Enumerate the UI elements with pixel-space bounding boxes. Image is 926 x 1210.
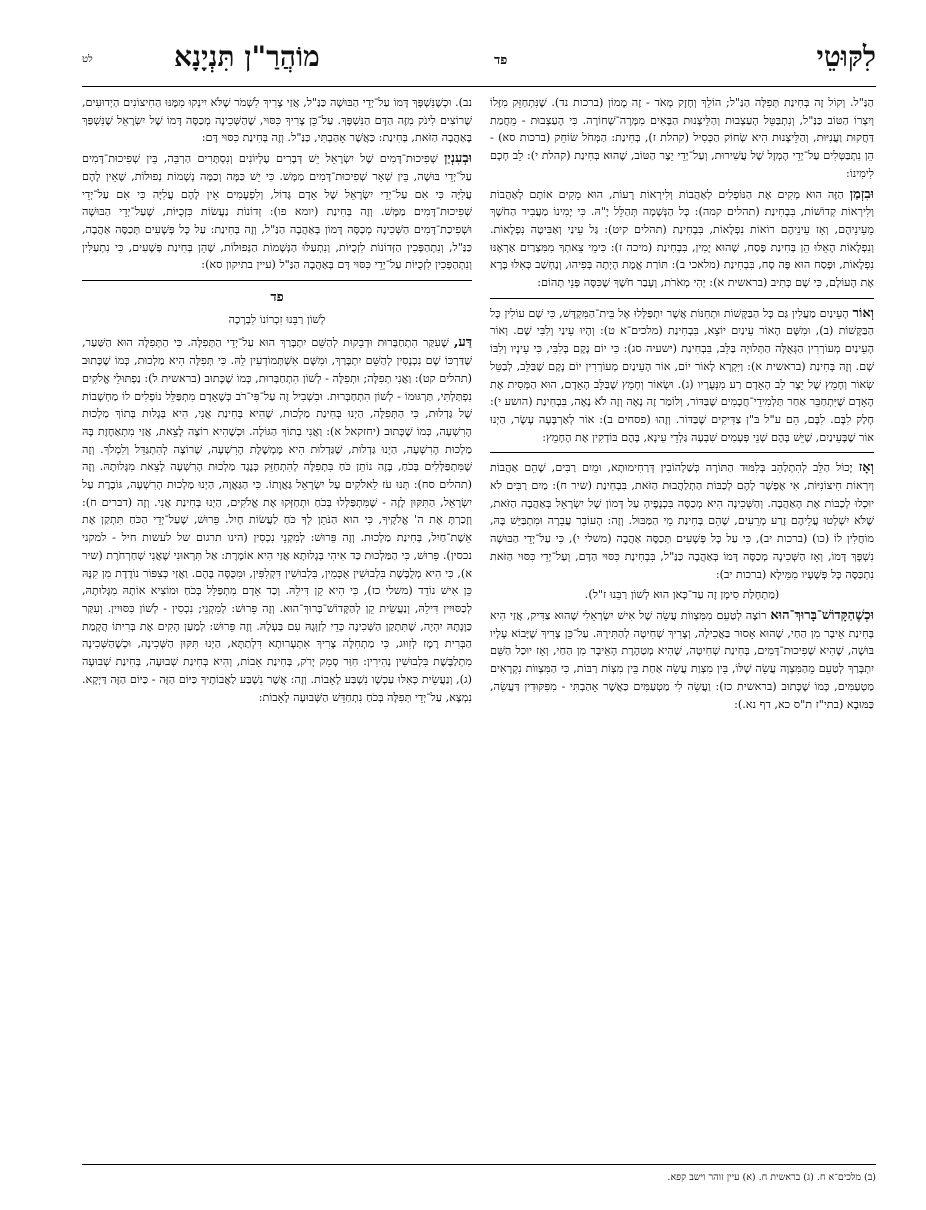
- section-subtitle: לְשׁוֹן רַבֵּנוּ זִכְרוֹנוֹ לִבְרָכָה: [228, 312, 326, 326]
- header-rule: [82, 86, 876, 87]
- paragraph: [490, 305, 874, 447]
- paragraph-lead-word: וּבִזְמַן: [849, 186, 874, 202]
- paragraph: [82, 150, 472, 274]
- page-number: פד: [494, 53, 508, 68]
- divider: [490, 298, 874, 299]
- paragraph-lead-word: וּכְשֶׁהַקָּדוֹשׁ־בָּרוּךְ־הוּא: [770, 607, 874, 623]
- paragraph-text: שְׁפִיכוּת־דָּמִים שֶׁל יִשְׂרָאֵל יֵשׁ דְּבָרִים עֶלְיוֹנִים וְנִסְתָּרִים הַרְבֵּה, בֵּין שְׁפִיכוּת־דָּמִים עַל־יְדֵי בּוּשָׁה, בֵּין שְׁאָר שְׁפִיכוּת־דָּמִים מַמָּשׁ. כִּי יֵשׁ כַּמָּה וְכַמָּה נְשָׁמוֹת נְפוּלוֹת, שֶׁאֵין לָהֶם עֲלִיָּה כִּי אִם עַל־יְדֵי יִשְׂרָאֵל שֶׁל אָדָם גָּדוֹל, וְלִפְעָמִים אֵין לָהֶם עֲלִיָּה כִּי אִם עַל־יְדֵי שְׁפִיכוּת־דָּמִים מַמָּשׁ. וְזֶה בְּחִינַת (יומא פו): זְדוֹנוֹת נַעֲשׂוֹת כִּזְכֻיּוֹת, שֶׁעַל־יְדֵי הַבּוּשָׁה וּשְׁפִיכַת־דָּמִים הַשְּׁכִינָה מְכַסָּה דָּמוֹן בְּאַהֲבָה הַנַּ"ל, וְזֶה בְּחִינַת: עַל כָּל פְּשָׁעִים תְּכַסֶּה אַהֲבָה, כַּנַּ"ל, וְנִתְהַפְּכִין הַזְּדוֹנוֹת לִזְכֻיּוֹת, וְנִתְעַלּוּ הַנְּשָׁמוֹת הַנְּפוּלוֹת, שֶׁהֵן בְּחִינַת פְּשָׁעִים, כִּי נִתְעַלִּין וְנִתְהַפְּכִין לִזְכֻיּוֹת עַל־יְדֵי כִּסּוּי דָּם בְּאַהֲבָה הַנַּ"ל (עיין בתיקון סא):: [82, 152, 472, 272]
- editorial-note: (מַתְחָלַת סִימָן זֶה עַד־כָּאן הוּא לְשׁוֹן רַבֵּנוּ ז"ל).: [584, 588, 780, 602]
- paragraph-text: הָעֵינַיִם מַעֲלִין גַּם כָּל הַבַּקָּשׁוֹת וּתְחִנּוֹת אֲשֶׁר יִתְפַּלְּלוּ אֶל בֵּית־הַמִּקְדָּשׁ, כִּי שָׁם עוֹלִין כָּל הַבַּקָּשׁוֹת (ב), וּמִשָּׁם הָאוֹר עֵינַיִם יוֹצֵא, בִּבְחִינַת (מלכים־א ט): וְהָיוּ עֵינַי וְלִבִּי שָׁם. וְאוֹר הָעֵינַיִם מְעוֹרְרִין הַגְּאֻלָּה הַתְּלוּיָה בַּלֵּב, בִּבְחִינַת (ישעיה סג): כִּי יוֹם נָקָם בְּלִבִּי, כִּי עֵינָיו וְלִבּוֹ שָׁם. וְזֶה בְּחִינַת (בראשית א): וַיִּקְרָא לָאוֹר יוֹם, אוֹר הָעֵינַיִם מְעוֹרְרִין יוֹם נָקָם שֶׁבַּלֵּב, לְבַטֵּל שְׂאוֹר וְחָמֵץ שֶׁל יֵצֶר לֵב הָאָדָם רַע מִנְּעֻרָיו (ג). וּשְׂאוֹר וְחָמֵץ שֶׁבַּלֵּב הָאָדָם, הוּא הַמְּסִית אֶת הָאָדָם שֶׁיִּתְחַבֵּר אַחַר תַּלְמִידֵי־חֲכָמִים שֶׁבַּדּוֹר, וְלוֹמַר זֶה נָאֶה וְזֶה לֹא נָאֶה, בִּבְחִינַת (הושע י): חָלַק לִבָּם. לִבָּם, הֵם ע"ל בּ"ן צַדִּיקִים שֶׁבַּדּוֹר. וְזֶהוּ (פסחים ב): אוֹר לְאַרְבָּעָה עָשָׂר, הַיְנוּ אוֹר שֶׁבָּעֵינַיִם, שֶׁיֵּשׁ בָּהֶם שְׁנֵי פְּעָמִים שִׁבְעָה גַּלְדֵי עֵינָא, בָּהֶם בּוֹדְקִין אֶת הֶחָמֵץ:: [490, 306, 874, 444]
- footnotes: (ב) מלכים־א ח. (ג) בראשית ח. (א) עיין זוהר וישב קפא.: [667, 1172, 876, 1183]
- paragraph: [490, 186, 874, 292]
- paragraph-text: שֶׁעִקַּר הִתְחַבְּרוּת וּדְבֵקוּת לְהַשֵּׁם יִתְבָּרַךְ הוּא עַל־יְדֵי הַתְּפִלָּה. כִּי הַתְּפִלָּה הוּא הַשַּׁעַר, שֶׁדַּרְכּוֹ שָׁם נִכְנָסִין לְהַשֵּׁם יִתְבָּרַךְ, וּמִשָּׁם אִשְׁתְּמוֹדְעִין לֵהּ. כִּי תְּפִלָּה הִיא מַלְכוּת, כְּמוֹ שֶׁכָּתוּב (תהלים קט): וַאֲנִי תְפִלָּה; וּתְפִלָּה - לְשׁוֹן הִתְחַבְּרוּת, כְּמוֹ שֶׁכָּתוּב (בראשית ל): נַפְתּוּלֵי אֱלֹקִים נִפְתַּלְתִּי, תַּרְגּוּמוֹ - לְשׁוֹן הִתְחַבְּרוּת. וּבִשְׁבִיל זֶה עַל־פִּי־רֹב כְּשֶׁאָדָם מִתְפַּלֵּל נוֹפְלִים לוֹ מַחְשָׁבוֹת שֶׁל גַּדְלוּת, כִּי הַתְּפִלָּה, הַיְנוּ בְּחִינַת מַלְכוּת, שֶׁהִיא בְּחִינַת אֲנִי, הִיא בְּגָלוּת בְּתוֹךְ מַלְכוּת הָרִשְׁעָה, כְּמוֹ שֶׁכָּתוּב (יחזקאל א): וַאֲנִי בְתוֹךְ הַגּוֹלָה. וּכְשֶׁהִיא רוֹצָה לָצֵאת, אֲזַי מִתְאַחֶזֶת בָּהּ מַלְכוּת הָרִשְׁעָה, הַיְנוּ גַּדְלוּת, שֶׁגַּדְלוּת הִיא מֶמְשֶׁלֶת הָרִשְׁעָה, שֶׁרוֹצָה לְהִתְגַּדֵּל וְלִמְלֹךְ. וְזֶה שֶׁמִּתְפַּלְּלִים בְּכֹחַ, בָּזֶה נוֹתֵן כֹּחַ בִּתְפִלָּה לְהִתְחַזֵּק כְּנֶגֶד מַלְכוּת הָרִשְׁעָה לָצֵאת מִגָּלוּתָהּ. וְזֶה (תהלים סח): תְּנוּ עֹז לֵאלֹקִים עַל יִשְׂרָאֵל גַּאֲוָתוֹ. כִּי הַגַּאֲוָה, הַיְנוּ מַלְכוּת הָרִשְׁעָה, גּוֹבֶרֶת עַל יִשְׂרָאֵל, הַתִּקּוּן לָזֶה - שֶׁמִּתְפַּלְּלוּ בְּכֹחַ וּתְחַזְּקוּ אֶת אֱלֹקִים, הַיְנוּ בְּחִינַת אֲנִי. וְזֶה (דברים ח): וְזָכַרְתָּ אֶת ה' אֱלֹקֶיךָ, כִּי הוּא הַנֹּתֵן לְךָ כֹּחַ לַעֲשׂוֹת חָיִל. פֵּרוּשׁ, שֶׁעַל־יְדֵי הַכֹּחַ תִּתְקַן אֶת אֵשֶׁת־חַיִל, בְּחִינַת מַלְכוּת. וְזֶה פֵּרוּשׁ: לְמִקְנֵי נִכְסִין (הינו תרגום של לעשות חיל - למקני נכסין). פֵּרוּשׁ, כִּי הַמַּלְכוּת כַּד אִיהִי בְּגָלוּתָא אֲזַי הִיא אוֹמֶרֶת: אַל תִּרְאוּנִי שֶׁאֲנִי שְׁחַרְחֹרֶת (שיר א), כִּי הִיא מְלֻבֶּשֶׁת בִּלְבוּשִׁין אֻכָּמִין, בִּלְבוּשִׁין דִּקְלִפִּין, וּמִכֻּסָּה בָּהֶם. וַאֲזַי כְּצִפּוֹר נוֹדֶדֶת מִן קִנָּהּ כֵּן אִישׁ נוֹדֵד (משלי כז), כִּי הִיא קֵן דִּילֵהּ. וְכַד אָדָם מִתְפַּלֵּל בְּכֹחַ וּמוֹצִיא אוֹתָהּ מִגָּלוּתָהּ, לְכַסּוּיִין דִּילֵהּ, וְנַעֲשֵׂית קֵן לְהַקָּדוֹשׁ־בָּרוּךְ־הוּא. וְזֶה פֵּרוּשׁ: לְמִקְנֵי; נִכְסִין - לְשׁוֹן כִּסּוּיִין. וְעִקַּר כַּוָּנָתָהּ יִהְיֶה, שֶׁתִּתְקַן הַשְּׁכִינָה כְּדֵי לְזַוְּגָהּ עִם בַּעְלָהּ. וְזֶה פֵּרוּשׁ: לְמַעַן הָקִים אֶת בְּרִיתוֹ הֲקָמַת הַבְּרִית רֶמֶז לְזִוּוּג, כִּי מַתְחִלָּה צָרִיךְ אִתְעָרוּתָא דִּלְתַתָּא, הַיְנוּ תִּקּוּן הַשְּׁכִינָה, וּכְשֶׁהַשְּׁכִינָה מִתְלַבֶּשֶׁת בִּלְבוּשִׁין נְהִירִין: חִוַּר סָמֵק יָרֹק, בְּחִינַת אָבוֹת, וְהִיא בְּחִינַת שְׁבוּעָה, בְּחִינַת שְׁבוּעָה (ג), וְנַעֲשֵׂית כְּאִלּוּ עַכְשָׁו נִשְׁבַּע לָאָבוֹת. וְזֶה: אֲשֶׁר נִשְׁבַּע לַאֲבוֹתֶיךָ כַּיּוֹם הַזֶּה - כַּיּוֹם הַזֶּה דַּיְקָא. נִמְצָא, עַל־יְדֵי תְּפִלָּה בְּכֹחַ נִתְחַדֵּשׁ הַשְּׁבוּעָה לָאָבוֹת:: [82, 336, 472, 704]
- divider: [490, 452, 874, 453]
- paragraph-lead-word: דַּע,: [453, 335, 472, 351]
- paragraph-text: רוֹצֶה לְטַעֵם מִמִּצְווֹת עֲשֵׂה שֶׁל אִישׁ יִשְׂרְאֵלִי שֶׁהוּא צַדִּיק, אֲזַי הִיא בְּחִינַת אֵיבָר מִן הַחַי, שֶׁהוּא אָסוּר בַּאֲכִילָה, וְצָרִיךְ שְׁחִיטָה לְהַתִּירָהּ. עַל־כֵּן צָרִיךְ שֶׁיָּבוֹא עָלָיו בּוּשָׁה, שֶׁהִיא שְׁפִיכוּת־דָּמִים, בְּחִינַת שְׁחִיטָה, שֶׁהִיא מְטַהֶרֶת הָאֵיבָר מִן הַחַי, וְאָז יוּכַל הַשֵּׁם יִתְבָּרַךְ לְטַעֵם מֵהַמִּצְוָה עֲשֵׂה שֶׁלּוֹ, בֵּין מִצְוַת עֲשֵׂה אַחַת בֵּין מִצְוֹת רַבּוֹת, כִּי הַמִּצְווֹת נִקְרָאִים מַטְעַמִּים, כְּמוֹ שֶׁכָּתוּב (בראשית כז): וַעֲשֵׂה לִי מַטְעַמִּים כַּאֲשֶׁר אָהַבְתִּי - מִפִּקּוּדִין דַּעֲשֵׂה, כַּמּוּבָא (בתי"ז ת"ס כא, דף נא.):: [490, 608, 874, 711]
- right-column: [490, 94, 874, 1146]
- paragraph-text: יָכוֹל הַלֵּב לְהִתְלַהֵב בְּלִמּוּד הַתּוֹרָה כְּשַׁלְהוֹבִין דְּרַחִימוּתָא, וּמֵיִם רַבִּים, שֶׁהֵם אַהֲבוֹת וְיִרְאוֹת חִיצוֹנִיּוֹת, אִי אֶפְשָׁר לָהֶם לְכַבּוֹת הַתְלַהֲבוּת הַזֹּאת, בִּבְחִינַת (שיר ח): מַיִם רַבִּים לֹא יוּכְלוּ לְכַבּוֹת אֶת הָאַהֲבָה. וְהַשְּׁכִינָה הִיא מְכַסָּה בִּכְנָפֶיהָ עַל דָּמוֹן שֶׁל יִשְׂרָאֵל בְּאַהֲבָה הַזֹּאת, שֶׁלֹּא יִשְׁלְטוּ עֲלֵיהֶם זֶרַע מְרֵעִים, שֶׁהֵם בְּחִינַת מֵי הַמַּבּוּל. וְזֶה: הָעוֹבֵר עֲבֵרָה וּמִתְבַּיֵּשׁ בָּהּ, מוֹחֲלִין לוֹ (כו) (ברכות יב), כִּי עַל כָּל פְּשָׁעִים תְּכַסֶּה אַהֲבָה (משלי י), כִּי עַל־יְדֵי הַבּוּשָׁה נִשְׁפָּךְ דָּמוֹ, וְאָז הַשְּׁכִינָה מְכַסָּה דָּמוֹ בְּאַהֲבָה כַּנַּ"ל, בִּבְחִינַת כִּסּוּי הַדָּם, וְעַל־יְדֵי כִּסּוּי הַזֹּאת נִתְכַּסֶּה כָּל פְּשָׁעָיו מִמֵּילָא (ברכות יב):: [490, 461, 874, 581]
- divider: [82, 280, 472, 281]
- footnote-rule: [82, 1164, 876, 1165]
- paragraph-lead-word: וְאָז: [858, 460, 874, 476]
- paragraph: [490, 607, 874, 713]
- left-column: [82, 94, 472, 1146]
- paragraph-lead-word: וּבְעִנְיַן: [444, 151, 472, 167]
- running-title-left: מוֹהֲרַ"ן תִּנְיָנָא: [174, 40, 320, 73]
- paragraph: הַנַּ"ל. וְקוֹל זֶה בְּחִינַת תְּפִלָּה הַנַּ"ל; הוֹלֵךְ וְחָזָק מְאֹד - זֶה מָמוֹן (ברכות נד). שֶׁנִּתְחַזֵּק מִזֶּלוֹ וְיִצְרוֹ הַטּוֹב כַּנַּ"ל, וְנִתְבַּטֵּל הָעַצְבוּת וְהַלֵּיצָנוּת הַבָּאִים מִמָּרָה־שְׁחוֹרָה. כִּי הָעַצְבוּת - מֵחֲמַת דַּחֲקוּת וַעֲנִיּוּת, וְהַלֵּיצָנוּת הִיא שְׂחוֹק הַכְּסִיל (קהלת ז), בְּחִינַת: הַמְּחֹל שׂוֹחֵק (ברכות סא) - הֵן נִתְבַּטְּלִים עַל־יְדֵי הֶמְזָל שֶׁל עֲשִׁירוּת, וְעַל־יְדֵי יֵצֶר הַטּוֹב, שֶׁהוּא בְּחִינַת (קהלת י): לֵב חָכָם לִימִינוֹ:: [490, 96, 874, 180]
- paragraph: [490, 459, 874, 583]
- paragraph-lead-word: וְאוֹר: [852, 305, 874, 321]
- paragraph-text: הַזֶּה הוּא מְקִים אֶת הַנּוֹפְלִים לְאַהֲבוֹת וְלִירְאוֹת רָעוֹת, הוּא מֵקִים אוֹתָם לְאַהֲבוֹת וְלִירְאוֹת קְדוֹשׁוֹת, בִּבְחִינַת (תהלים קמה): כָּל הַנְּשָׁמָה תְּהַלֵּל יָ"הּ. כִּי יָמִינוֹ מַעֲבִיר הַחֹשֶׁךְ מֵעֵינֵיהֶם, וְאָז עֵינֵיהֶם רוֹאוֹת נִפְלָאוֹת, בִּבְחִינַת (תהלים קיט): גַּל עֵינַי וְאַבִּיטָה נִפְלָאוֹת. וְנִפְלָאוֹת הָאֵלּוּ הֵן בְּחִינַת פֶּסַח, שֶׁהוּא יָמִין, בִּבְחִינַת (מיכה ז): כִּימֵי צֵאתְךָ מִמִּצְרַיִם אַרְאֶנּוּ נִפְלָאוֹת, וּפֶסַח הוּא פֶּה סָח, בִּבְחִינַת (מלאכי ב): תּוֹרַת אֱמֶת הָיְתָה בְּפִיהוּ, וְנֶחְשַׁב כְּאִלּוּ בָּרָא אֶת הָעוֹלָם, כִּי שָׁם כְּתִיב (בראשית א): יְהִי מְאֹרֹת, וְעָבַר חֹשֶׁךְ שֶׁכִּסָּה פְּנֵי תְהוֹם:: [490, 187, 874, 290]
- page-header: [82, 40, 876, 88]
- section-number: פד: [270, 290, 284, 306]
- running-title-right: לִקּוּטֵי: [816, 40, 876, 73]
- paragraph: נב). וּכְשֶׁנִּשְׁפָּךְ דָּמוֹ עַל־יְדֵי הַבּוּשָׁה כַּנַּ"ל, אֲזַי צָרִיךְ לִשְׁמֹר שֶׁלֹּא יִינְקוּ מִמֶּנּוּ הַחִיצוֹנִים הַיְדוּעִים, שֶׁרוֹצִים לִינֹק מִזֶּה הַדָּם הַנִּשְׁפָּךְ. עַל־כֵּן צָרִיךְ כִּסּוּי, שֶׁהַשְּׁכִינָה מְכַסָּה דָּמוֹ שֶׁל יִשְׂרָאֵל שֶׁנִּשְׁפַּךְ בָּאַהֲבָה הַזֹּאת, בְּחִינַת: כַּאֲשֶׁר אָהַבְתִּי, כַּנַּ"ל. וְזֶה בְּחִינַת כִּסּוּי דָּם:: [82, 96, 472, 145]
- paragraph: [82, 334, 472, 706]
- leaf-number: לט: [82, 54, 93, 65]
